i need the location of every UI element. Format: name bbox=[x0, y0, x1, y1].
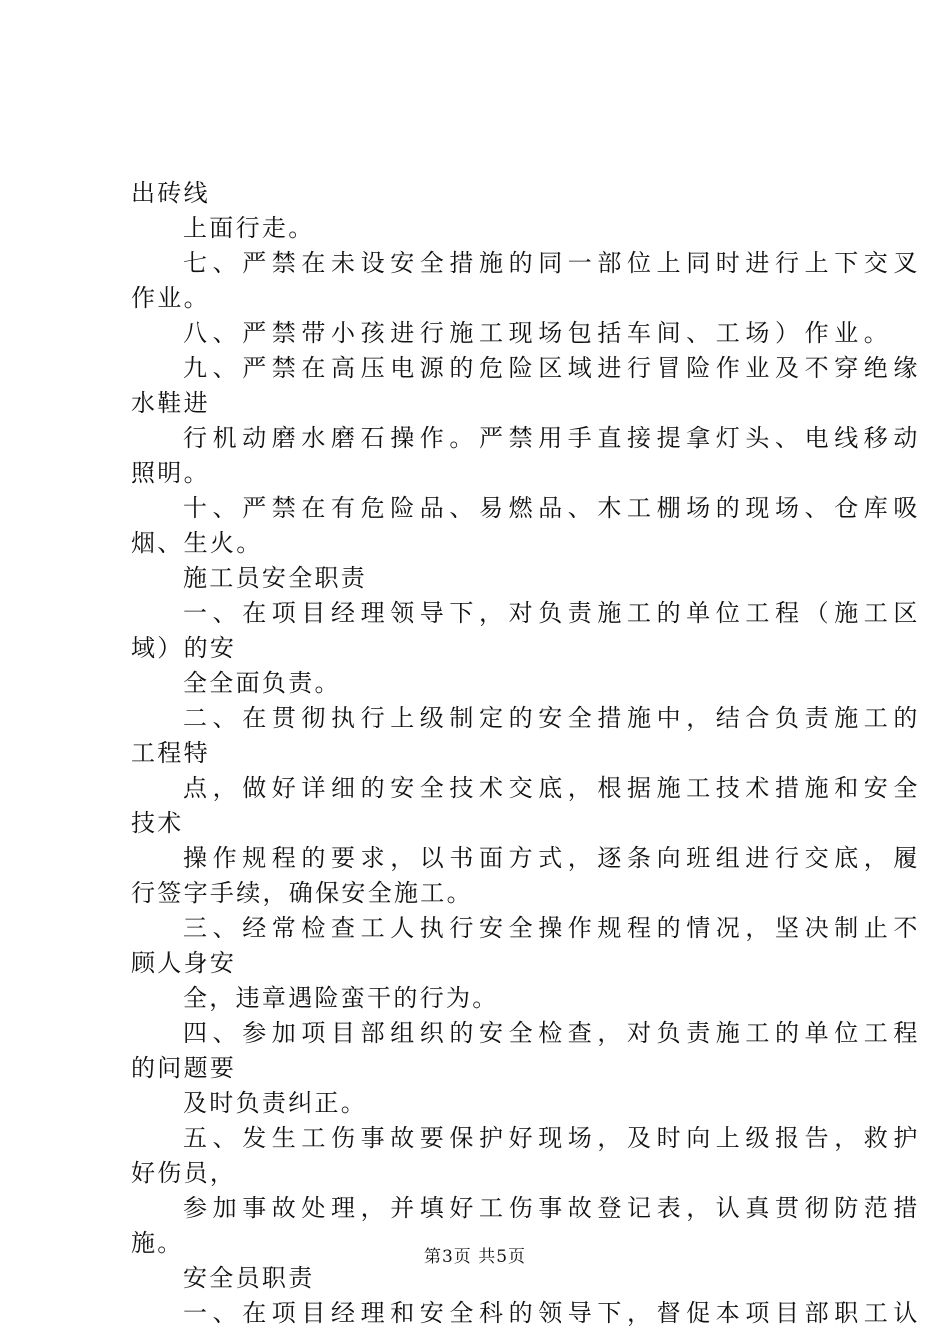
text-line: 十、严禁在有危险品、易燃品、木工棚场的现场、仓库吸 bbox=[183, 494, 923, 522]
text-line: 行机动磨水磨石操作。严禁用手直接提拿灯头、电线移动 bbox=[183, 424, 923, 452]
text-line: 行签字手续，确保安全施工。 bbox=[131, 879, 473, 907]
text-line: 施工员安全职责 bbox=[183, 564, 368, 592]
text-line: 域）的安 bbox=[131, 634, 237, 662]
text-line: 一、在项目经理和安全科的领导下，督促本项目部职工认 bbox=[183, 1299, 923, 1327]
text-line: 四、参加项目部组织的安全检查，对负责施工的单位工程 bbox=[183, 1019, 923, 1047]
text-line: 操作规程的要求，以书面方式，逐条向班组进行交底，履 bbox=[183, 844, 923, 872]
text-line: 一、在项目经理领导下，对负责施工的单位工程（施工区 bbox=[183, 599, 923, 627]
text-line: 二、在贯彻执行上级制定的安全措施中，结合负责施工的 bbox=[183, 704, 923, 732]
text-line: 水鞋进 bbox=[131, 389, 210, 417]
text-line: 顾人身安 bbox=[131, 949, 237, 977]
text-line: 照明。 bbox=[131, 459, 210, 487]
text-line: 作业。 bbox=[131, 284, 210, 312]
text-line: 出砖线 bbox=[131, 179, 210, 207]
text-line: 技术 bbox=[131, 809, 184, 837]
text-line: 五、发生工伤事故要保护好现场，及时向上级报告，救护 bbox=[183, 1124, 923, 1152]
text-line: 点，做好详细的安全技术交底，根据施工技术措施和安全 bbox=[183, 774, 923, 802]
text-line: 三、经常检查工人执行安全操作规程的情况，坚决制止不 bbox=[183, 914, 923, 942]
text-line: 上面行走。 bbox=[183, 214, 315, 242]
text-line: 安全员职责 bbox=[183, 1264, 315, 1292]
document-body bbox=[131, 176, 923, 1331]
text-line: 八、严禁带小孩进行施工现场包括车间、工场）作业。 bbox=[183, 319, 894, 347]
text-line: 烟、生火。 bbox=[131, 529, 263, 557]
text-line: 及时负责纠正。 bbox=[183, 1089, 368, 1117]
text-line: 施。 bbox=[131, 1229, 184, 1257]
text-line: 好伤员， bbox=[131, 1159, 237, 1187]
text-line: 九、严禁在高压电源的危险区域进行冒险作业及不穿绝缘 bbox=[183, 354, 923, 382]
text-line: 的问题要 bbox=[131, 1054, 237, 1082]
text-line: 七、严禁在未设安全措施的同一部位上同时进行上下交叉 bbox=[183, 249, 923, 277]
text-line: 工程特 bbox=[131, 739, 210, 767]
page-footer: 第3页 共5页 bbox=[423, 1247, 527, 1267]
text-line: 全全面负责。 bbox=[183, 669, 341, 697]
text-line: 参加事故处理，并填好工伤事故登记表，认真贯彻防范措 bbox=[183, 1194, 923, 1222]
text-line: 全，违章遇险蛮干的行为。 bbox=[183, 984, 499, 1012]
